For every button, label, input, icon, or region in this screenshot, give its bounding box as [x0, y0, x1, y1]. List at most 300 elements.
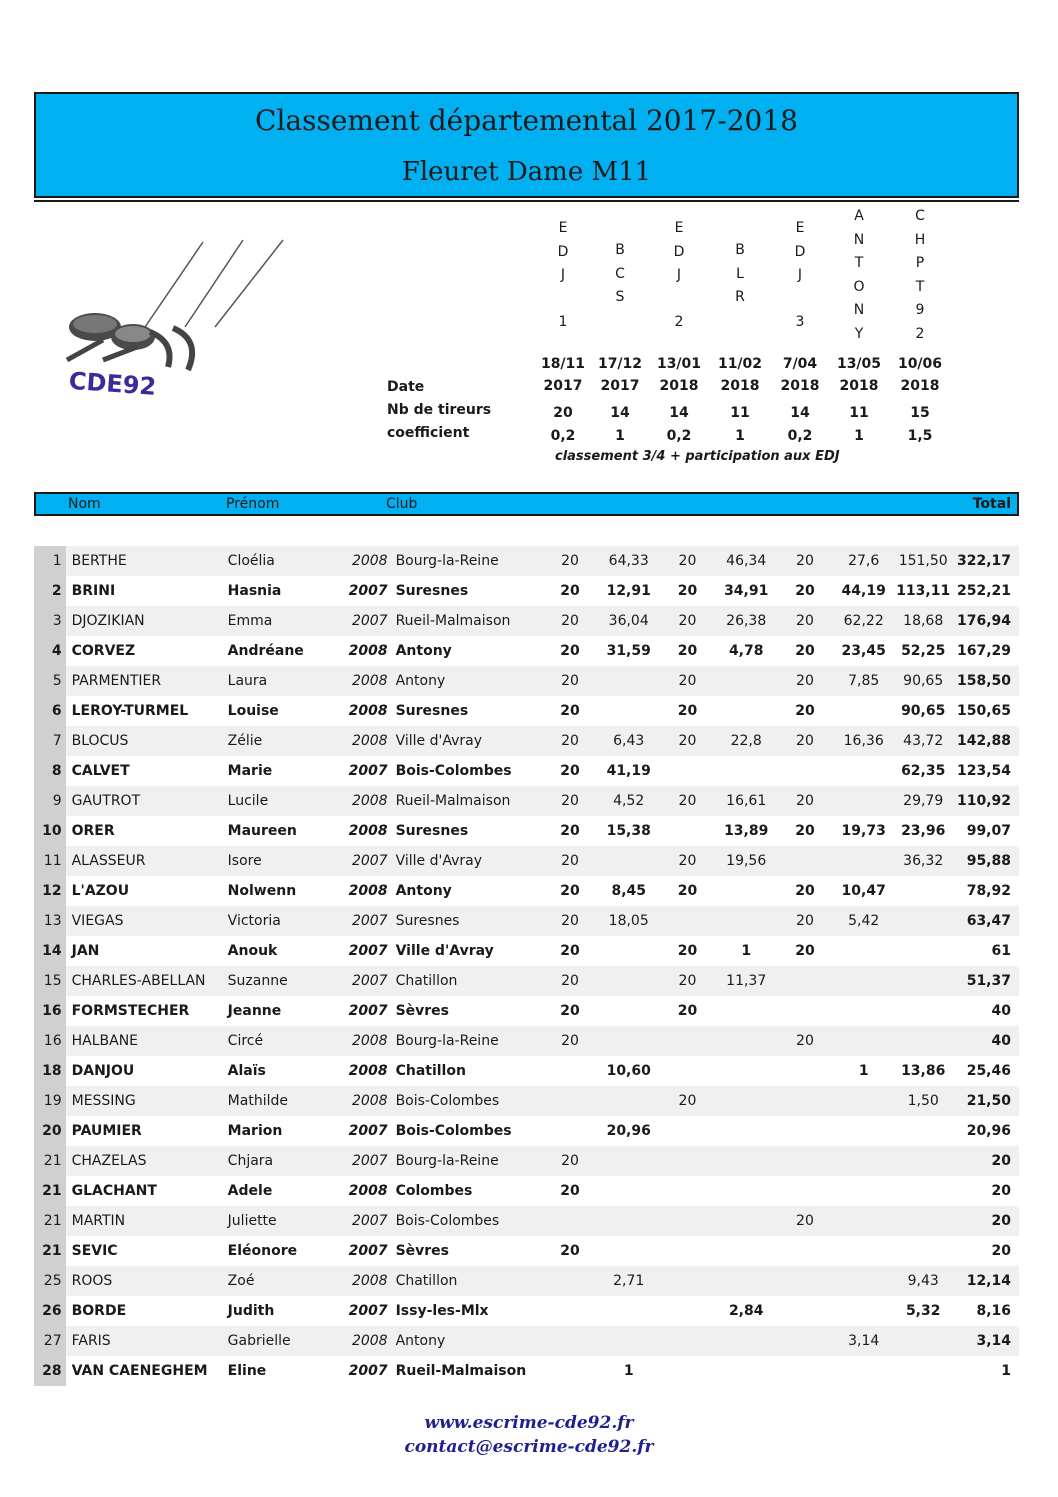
score-cell: 20	[658, 846, 716, 876]
name-cell: CHAZELAS	[66, 1146, 228, 1176]
score-cell	[717, 876, 776, 906]
competition-letter: D	[794, 243, 806, 260]
ranking-table	[34, 546, 1019, 1386]
name-cell: FORMSTECHER	[66, 996, 228, 1026]
score-cell	[717, 996, 776, 1026]
year-cell: 2008	[334, 1326, 395, 1356]
score-cell	[658, 906, 716, 936]
score-cell: 43,72	[893, 726, 953, 756]
score-cell: 20	[658, 576, 716, 606]
total-cell: 158,50	[953, 666, 1019, 696]
competition-code	[770, 205, 830, 345]
score-cell	[893, 996, 953, 1026]
score-cell	[599, 1206, 658, 1236]
rank-cell: 25	[34, 1266, 66, 1296]
competition-letter: T	[915, 278, 925, 295]
competition-letter: J	[560, 267, 566, 283]
club-cell: Bourg-la-Reine	[396, 1026, 541, 1056]
score-cell: 18,68	[893, 606, 953, 636]
score-cell	[893, 906, 953, 936]
competition-column	[890, 205, 950, 444]
score-cell: 20	[776, 636, 834, 666]
total-cell: 176,94	[953, 606, 1019, 636]
score-cell	[541, 1056, 599, 1086]
competition-date: 7/04	[782, 356, 818, 372]
name-cell: GLACHANT	[66, 1176, 228, 1206]
table-row	[34, 1206, 1019, 1236]
total-cell: 20	[953, 1236, 1019, 1266]
score-cell: 62,35	[893, 756, 953, 786]
competition-letter: R	[735, 289, 745, 305]
score-cell	[834, 1356, 893, 1386]
table-row	[34, 1056, 1019, 1086]
score-cell	[658, 1176, 716, 1206]
club-cell: Bois-Colombes	[396, 1116, 541, 1146]
competition-date: 18/11	[540, 356, 586, 372]
score-cell	[599, 996, 658, 1026]
rank-cell: 21	[34, 1236, 66, 1266]
score-cell	[717, 1266, 776, 1296]
score-cell: 20	[541, 906, 599, 936]
competition-year: 2017	[600, 378, 640, 394]
score-cell: 20	[776, 816, 834, 846]
year-cell: 2007	[334, 936, 395, 966]
footer-email[interactable]: contact@escrime-cde92.fr	[404, 1437, 654, 1457]
score-cell	[834, 1236, 893, 1266]
score-cell	[834, 936, 893, 966]
total-cell: 150,65	[953, 696, 1019, 726]
score-cell: 20	[776, 696, 834, 726]
fencing-logo	[55, 232, 305, 412]
title-banner	[34, 92, 1019, 198]
score-cell	[834, 1296, 893, 1326]
score-cell	[599, 1146, 658, 1176]
total-cell: 123,54	[953, 756, 1019, 786]
total-cell: 167,29	[953, 636, 1019, 666]
year-cell: 2007	[334, 1356, 395, 1386]
total-cell: 1	[953, 1356, 1019, 1386]
score-cell: 13,86	[893, 1056, 953, 1086]
year-cell: 2008	[334, 876, 395, 906]
rank-cell: 9	[34, 786, 66, 816]
score-cell: 7,85	[834, 666, 893, 696]
score-cell	[658, 816, 716, 846]
score-cell: 20	[541, 966, 599, 996]
firstname-cell: Hasnia	[228, 576, 335, 606]
firstname-cell: Zoé	[228, 1266, 335, 1296]
score-cell	[658, 756, 716, 786]
score-cell: 8,45	[599, 876, 658, 906]
table-row	[34, 1326, 1019, 1356]
score-cell: 10,47	[834, 876, 893, 906]
competition-date: 13/05	[836, 356, 882, 372]
score-cell: 29,79	[893, 786, 953, 816]
score-cell: 20	[776, 906, 834, 936]
score-cell	[717, 1146, 776, 1176]
score-cell	[599, 1086, 658, 1116]
score-cell	[776, 1356, 834, 1386]
score-cell: 5,32	[893, 1296, 953, 1326]
year-cell: 2007	[334, 966, 395, 996]
competition-date: 17/12	[597, 356, 643, 372]
score-cell	[776, 1236, 834, 1266]
firstname-cell: Lucile	[228, 786, 335, 816]
score-cell: 20	[541, 576, 599, 606]
score-cell: 20	[541, 816, 599, 846]
table-row	[34, 1266, 1019, 1296]
year-cell: 2008	[334, 786, 395, 816]
year-cell: 2007	[334, 576, 395, 606]
total-cell: 12,14	[953, 1266, 1019, 1296]
club-cell: Chatillon	[396, 966, 541, 996]
competition-coef: 0,2	[550, 428, 576, 444]
competition-year: 2018	[839, 378, 879, 394]
rank-cell: 2	[34, 576, 66, 606]
rank-cell: 3	[34, 606, 66, 636]
score-cell	[834, 1116, 893, 1146]
score-cell: 20	[658, 726, 716, 756]
competition-coef: 0,2	[787, 428, 813, 444]
score-cell: 20	[541, 756, 599, 786]
club-cell: Rueil-Malmaison	[396, 1356, 541, 1386]
column-header-bar	[34, 492, 1019, 516]
score-cell: 20	[658, 996, 716, 1026]
total-cell: 40	[953, 1026, 1019, 1056]
year-cell: 2007	[334, 1146, 395, 1176]
club-cell: Bourg-la-Reine	[396, 546, 541, 576]
date-label: Date	[387, 379, 425, 395]
competition-letter: 9	[915, 302, 925, 318]
competition-letter: N	[853, 302, 865, 318]
competition-year: 2018	[780, 378, 820, 394]
firstname-cell: Alaïs	[228, 1056, 335, 1086]
score-cell: 18,05	[599, 906, 658, 936]
club-cell: Suresnes	[396, 696, 541, 726]
score-cell	[893, 1236, 953, 1266]
table-row	[34, 1146, 1019, 1176]
firstname-cell: Adele	[228, 1176, 335, 1206]
score-cell	[717, 906, 776, 936]
competition-letter: B	[735, 242, 745, 258]
competition-code	[533, 205, 593, 345]
score-cell	[776, 1326, 834, 1356]
club-cell: Suresnes	[396, 816, 541, 846]
competition-column	[649, 205, 709, 444]
score-cell: 20	[541, 846, 599, 876]
club-cell: Antony	[396, 666, 541, 696]
competition-date: 11/02	[717, 356, 763, 372]
firstname-cell: Eléonore	[228, 1236, 335, 1266]
club-cell: Bois-Colombes	[396, 1206, 541, 1236]
name-cell: JAN	[66, 936, 228, 966]
name-cell: CORVEZ	[66, 636, 228, 666]
score-cell: 20	[541, 636, 599, 666]
club-cell: Suresnes	[396, 576, 541, 606]
competition-year: 2018	[720, 378, 760, 394]
score-cell: 20	[658, 786, 716, 816]
rank-cell: 11	[34, 846, 66, 876]
table-row	[34, 756, 1019, 786]
score-cell: 90,65	[893, 666, 953, 696]
score-cell: 20	[658, 696, 716, 726]
score-cell	[893, 966, 953, 996]
score-cell: 11,37	[717, 966, 776, 996]
competition-letter: 3	[795, 314, 805, 330]
total-cell: 252,21	[953, 576, 1019, 606]
score-cell	[834, 756, 893, 786]
rank-cell: 14	[34, 936, 66, 966]
club-cell: Ville d'Avray	[396, 726, 541, 756]
score-cell	[599, 1296, 658, 1326]
score-cell	[893, 1146, 953, 1176]
score-cell: 20	[776, 876, 834, 906]
rank-cell: 19	[34, 1086, 66, 1116]
competition-column	[533, 205, 593, 444]
total-cell: 78,92	[953, 876, 1019, 906]
competition-nb: 14	[610, 405, 630, 421]
club-cell: Chatillon	[396, 1056, 541, 1086]
total-cell: 40	[953, 996, 1019, 1026]
score-cell	[658, 1026, 716, 1056]
competition-letter: Y	[854, 325, 864, 342]
score-cell	[834, 1266, 893, 1296]
score-cell: 20	[776, 726, 834, 756]
score-cell	[541, 1116, 599, 1146]
year-cell: 2008	[334, 546, 395, 576]
club-cell: Antony	[396, 1326, 541, 1356]
year-cell: 2008	[334, 696, 395, 726]
name-cell: BERTHE	[66, 546, 228, 576]
rank-cell: 6	[34, 696, 66, 726]
score-cell	[776, 996, 834, 1026]
score-cell: 20	[541, 546, 599, 576]
rank-cell: 5	[34, 666, 66, 696]
score-cell	[599, 666, 658, 696]
page-title: Classement départemental 2017-2018	[255, 104, 798, 137]
year-cell: 2008	[334, 1086, 395, 1116]
rank-cell: 26	[34, 1296, 66, 1326]
score-cell	[599, 846, 658, 876]
table-row	[34, 786, 1019, 816]
score-cell: 90,65	[893, 696, 953, 726]
score-cell: 3,14	[834, 1326, 893, 1356]
score-cell	[776, 1056, 834, 1086]
firstname-cell: Jeanne	[228, 996, 335, 1026]
firstname-cell: Circé	[228, 1026, 335, 1056]
competition-letter: O	[853, 278, 865, 295]
rank-cell: 20	[34, 1116, 66, 1146]
table-row	[34, 936, 1019, 966]
club-cell: Bois-Colombes	[396, 1086, 541, 1116]
year-cell: 2008	[334, 666, 395, 696]
rank-cell: 12	[34, 876, 66, 906]
score-cell	[776, 1116, 834, 1146]
competition-year: 2018	[659, 378, 699, 394]
score-cell: 31,59	[599, 636, 658, 666]
name-cell: MESSING	[66, 1086, 228, 1116]
score-cell	[541, 1266, 599, 1296]
year-cell: 2007	[334, 606, 395, 636]
total-cell: 8,16	[953, 1296, 1019, 1326]
competition-code	[590, 205, 650, 345]
score-cell: 2,71	[599, 1266, 658, 1296]
competition-letter: H	[914, 231, 926, 248]
score-cell	[834, 1026, 893, 1056]
competition-date: 10/06	[897, 356, 943, 372]
table-row	[34, 666, 1019, 696]
table-row	[34, 726, 1019, 756]
competition-code	[829, 205, 889, 345]
table-row	[34, 1086, 1019, 1116]
firstname-cell: Louise	[228, 696, 335, 726]
rank-cell: 4	[34, 636, 66, 666]
competition-code	[890, 205, 950, 345]
rank-cell: 15	[34, 966, 66, 996]
score-cell: 4,52	[599, 786, 658, 816]
table-row	[34, 576, 1019, 606]
score-cell: 20	[658, 666, 716, 696]
total-cell: 3,14	[953, 1326, 1019, 1356]
score-cell: 52,25	[893, 636, 953, 666]
score-cell	[599, 1026, 658, 1056]
score-cell	[776, 756, 834, 786]
firstname-cell: Judith	[228, 1296, 335, 1326]
score-cell: 20	[541, 726, 599, 756]
competition-letter: B	[615, 242, 625, 258]
score-cell: 20	[541, 876, 599, 906]
nb-tireurs-label: Nb de tireurs	[387, 402, 492, 418]
table-row	[34, 1176, 1019, 1206]
rank-cell: 21	[34, 1176, 66, 1206]
total-cell: 20,96	[953, 1116, 1019, 1146]
competition-letter: E	[674, 220, 684, 236]
club-cell: Suresnes	[396, 906, 541, 936]
competition-letter: C	[615, 265, 625, 282]
name-cell: VIEGAS	[66, 906, 228, 936]
competition-letter: N	[853, 231, 865, 248]
competition-letter: L	[736, 265, 744, 282]
score-cell: 13,89	[717, 816, 776, 846]
score-cell	[776, 1086, 834, 1116]
score-cell: 4,78	[717, 636, 776, 666]
firstname-cell: Chjara	[228, 1146, 335, 1176]
score-cell	[717, 1026, 776, 1056]
score-cell	[658, 1206, 716, 1236]
score-cell	[658, 1056, 716, 1086]
club-cell: Chatillon	[396, 1266, 541, 1296]
score-cell	[717, 696, 776, 726]
score-cell: 10,60	[599, 1056, 658, 1086]
club-cell: Rueil-Malmaison	[396, 606, 541, 636]
name-cell: BLOCUS	[66, 726, 228, 756]
score-cell: 20	[776, 786, 834, 816]
table-row	[34, 906, 1019, 936]
score-cell	[717, 1356, 776, 1386]
score-cell: 20	[658, 966, 716, 996]
competition-letter: J	[676, 267, 682, 283]
firstname-cell: Isore	[228, 846, 335, 876]
total-cell: 63,47	[953, 906, 1019, 936]
score-cell: 20	[541, 1176, 599, 1206]
score-cell: 20	[541, 666, 599, 696]
name-cell: VAN CAENEGHEM	[66, 1356, 228, 1386]
competition-nb: 15	[910, 405, 930, 421]
competition-letter: T	[854, 255, 864, 271]
name-cell: SEVIC	[66, 1236, 228, 1266]
competition-coef: 1,5	[907, 428, 933, 444]
competition-letter: 2	[674, 314, 684, 330]
footer-website[interactable]: www.escrime-cde92.fr	[424, 1413, 634, 1433]
year-cell: 2008	[334, 1266, 395, 1296]
table-row	[34, 546, 1019, 576]
name-cell: DJOZIKIAN	[66, 606, 228, 636]
score-cell: 1	[599, 1356, 658, 1386]
rank-cell: 16	[34, 996, 66, 1026]
competition-code	[710, 205, 770, 345]
score-cell: 20	[776, 1026, 834, 1056]
score-cell: 34,91	[717, 576, 776, 606]
year-cell: 2008	[334, 816, 395, 846]
name-cell: LEROY-TURMEL	[66, 696, 228, 726]
score-cell: 44,19	[834, 576, 893, 606]
competition-letter: 1	[558, 314, 568, 330]
year-cell: 2007	[334, 1206, 395, 1236]
score-cell: 151,50	[893, 546, 953, 576]
total-cell: 51,37	[953, 966, 1019, 996]
year-cell: 2008	[334, 1056, 395, 1086]
firstname-cell: Maureen	[228, 816, 335, 846]
total-cell: 20	[953, 1146, 1019, 1176]
club-cell: Antony	[396, 636, 541, 666]
score-cell	[658, 1296, 716, 1326]
firstname-cell: Suzanne	[228, 966, 335, 996]
score-cell: 20	[658, 546, 716, 576]
score-cell: 20	[658, 606, 716, 636]
score-cell	[776, 966, 834, 996]
score-cell: 2,84	[717, 1296, 776, 1326]
total-cell: 21,50	[953, 1086, 1019, 1116]
score-cell: 1,50	[893, 1086, 953, 1116]
header-divider	[34, 200, 1019, 202]
club-cell: Ville d'Avray	[396, 936, 541, 966]
name-cell: BORDE	[66, 1296, 228, 1326]
competition-letter: J	[797, 267, 803, 283]
year-cell: 2007	[334, 1296, 395, 1326]
table-row	[34, 876, 1019, 906]
col-nom: Nom	[68, 496, 101, 512]
score-cell	[834, 846, 893, 876]
table-row	[34, 846, 1019, 876]
score-cell	[717, 1236, 776, 1266]
club-cell: Antony	[396, 876, 541, 906]
competition-nb: 14	[669, 405, 689, 421]
score-cell: 20	[776, 936, 834, 966]
rank-cell: 27	[34, 1326, 66, 1356]
score-cell: 20,96	[599, 1116, 658, 1146]
score-cell	[834, 966, 893, 996]
competition-nb: 11	[730, 405, 750, 421]
competition-year: 2017	[543, 378, 583, 394]
score-cell: 46,34	[717, 546, 776, 576]
score-cell	[776, 1296, 834, 1326]
score-cell	[893, 1206, 953, 1236]
table-row	[34, 966, 1019, 996]
year-cell: 2007	[334, 906, 395, 936]
score-cell: 36,32	[893, 846, 953, 876]
col-club: Club	[386, 496, 418, 512]
score-cell: 16,36	[834, 726, 893, 756]
total-cell: 99,07	[953, 816, 1019, 846]
